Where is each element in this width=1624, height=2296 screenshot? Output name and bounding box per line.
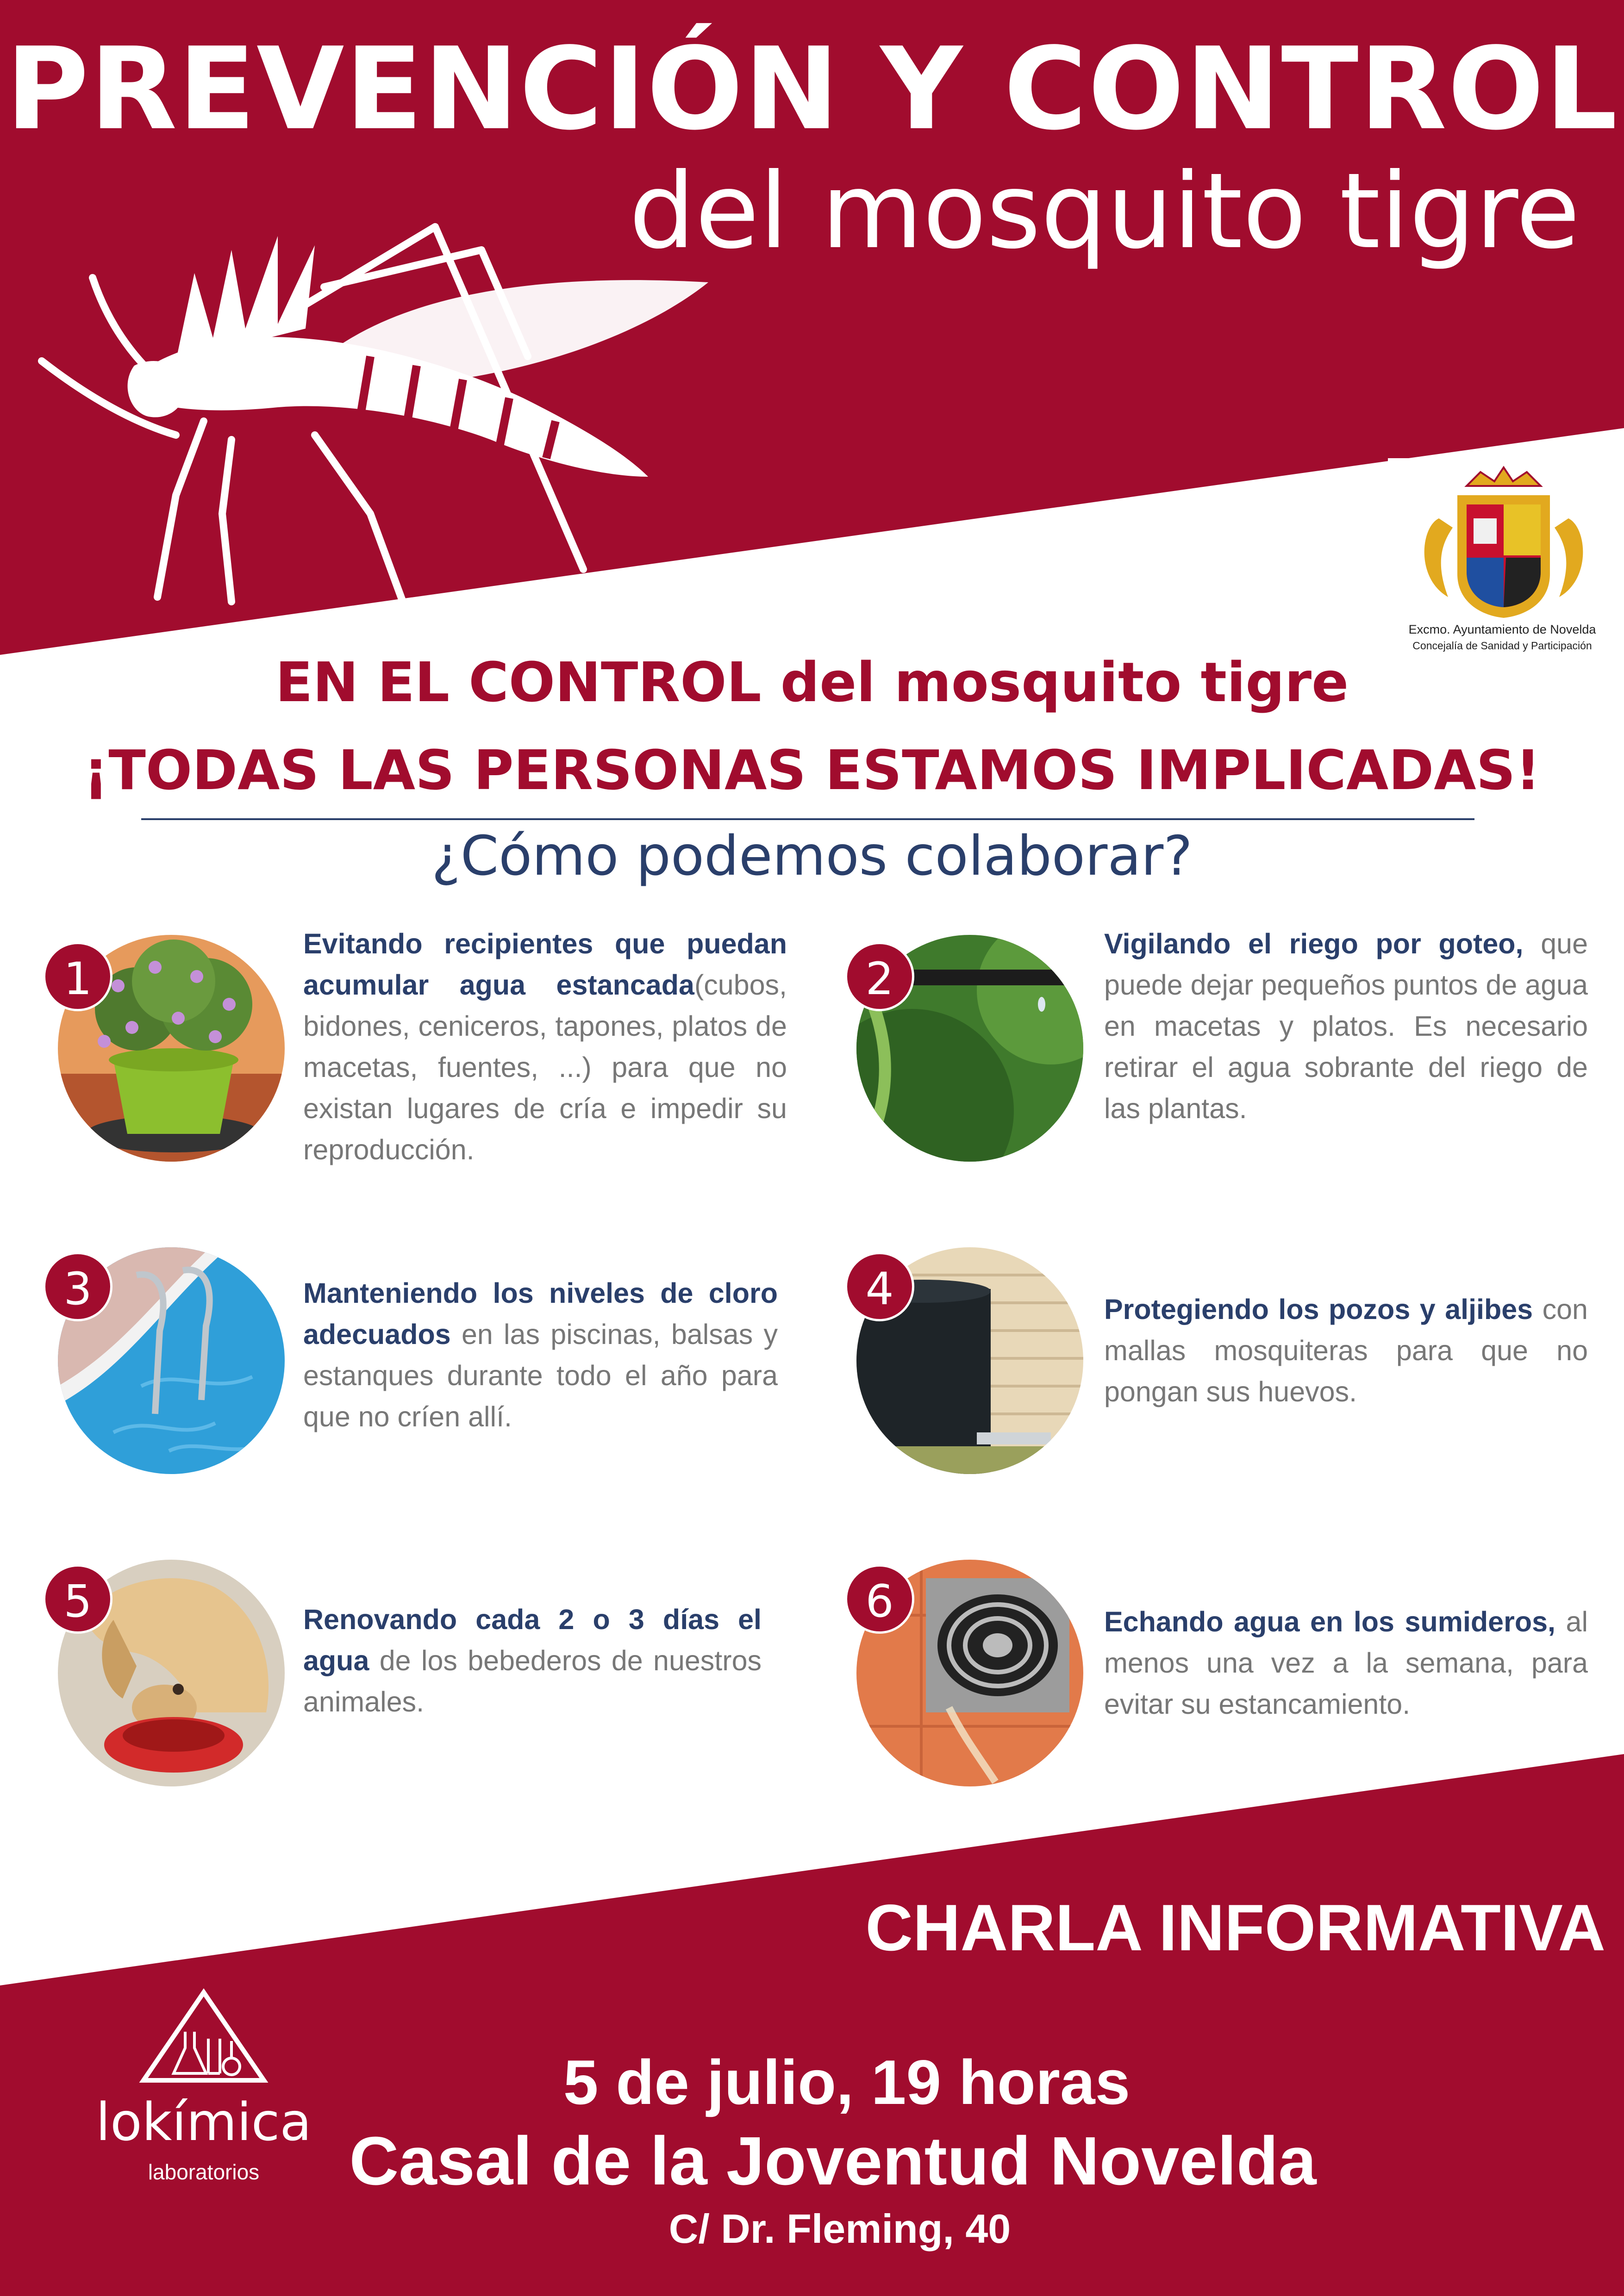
divider — [141, 818, 1474, 820]
step-1-text — [303, 923, 787, 1170]
step-number-2: 2 — [845, 942, 914, 1011]
municipality-department: Concejalía de Sanidad y Participación — [1412, 640, 1592, 652]
step-3-detail: en las piscinas, balsas y estanques durante todo el año para que no críen allí. — [303, 1319, 778, 1432]
flask-triangle-icon — [139, 1988, 269, 2085]
main-subtitle: del mosquito tigre — [629, 151, 1580, 272]
step-1-highlight: Evitando recipientes que puedan acumular agua estancada — [303, 928, 787, 1001]
step-6-detail: al menos una vez a la semana, para evitar su estancamiento. — [1104, 1606, 1588, 1720]
event-place: Casal de la Joventud Novelda — [349, 2123, 1317, 2199]
coat-of-arms-icon — [1388, 458, 1619, 671]
brand-name: lokímica — [95, 2092, 312, 2153]
step-3-highlight: Manteniendo los niveles de cloro adecuados — [303, 1277, 778, 1350]
step-number-5: 5 — [43, 1564, 112, 1634]
step-number-1: 1 — [43, 942, 112, 1011]
step-3-text — [303, 1273, 778, 1437]
step-5-highlight: Renovando cada 2 o 3 días el agua — [303, 1604, 762, 1676]
mosquito-icon — [37, 218, 741, 611]
step-6-text — [1104, 1601, 1588, 1725]
talk-heading: CHARLA INFORMATIVA — [865, 1891, 1605, 1965]
step-number-3: 3 — [43, 1252, 112, 1321]
main-title: PREVENCIÓN Y CONTROL — [6, 23, 1618, 155]
step-5-text — [303, 1599, 762, 1723]
step-2-highlight: Vigilando el riego por goteo, — [1104, 928, 1524, 959]
event-address: C/ Dr. Fleming, 40 — [668, 2206, 1011, 2252]
municipality-name: Excmo. Ayuntamiento de Novelda — [1408, 622, 1596, 636]
step-2-detail: que puede dejar pequeños puntos de agua en macetas y platos. Es necesario retirar el agua sobrante del riego de las plantas. — [1104, 928, 1588, 1124]
intro-question: ¿Cómo podemos colaborar? — [431, 824, 1193, 888]
step-4-detail: con mallas mosquiteras para que no pongan sus huevos. — [1104, 1294, 1588, 1407]
intro-heading: EN EL CONTROL del mosquito tigre — [275, 650, 1349, 714]
step-5-detail: de los bebederos de nuestros animales. — [303, 1645, 762, 1717]
step-number-6: 6 — [845, 1564, 914, 1634]
step-4-text — [1104, 1289, 1588, 1412]
brand-tagline: laboratorios — [148, 2160, 260, 2184]
step-2-text — [1104, 923, 1588, 1129]
step-number-4: 4 — [845, 1252, 914, 1321]
step-4-highlight: Protegiendo los pozos y aljibes — [1104, 1294, 1533, 1325]
intro-slogan: ¡TODAS LAS PERSONAS ESTAMOS IMPLICADAS! — [83, 738, 1541, 802]
municipal-logo — [1388, 458, 1619, 671]
step-6-highlight: Echando agua en los sumideros, — [1104, 1606, 1555, 1637]
step-1-detail: (cubos, bidones, ceniceros, tapones, platos de macetas, fuentes, ...) para que no existan lugares de cría e impedir su reproducción. — [303, 969, 787, 1165]
event-date: 5 de julio, 19 horas — [563, 2047, 1131, 2117]
